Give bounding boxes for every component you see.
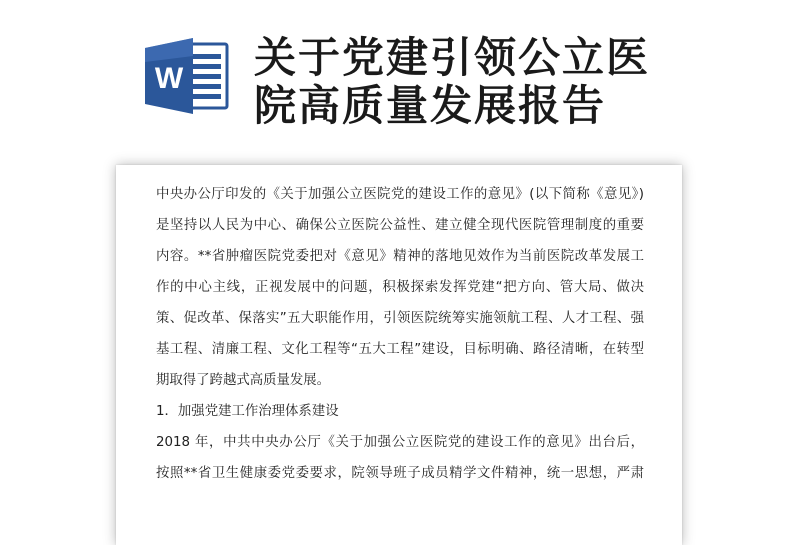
header: [0, 0, 800, 140]
document-line: 期取得了跨越式高质量发展。: [156, 373, 331, 388]
word-document-icon: [143, 36, 231, 116]
word-icon-letter: W: [154, 62, 184, 95]
document-line: 内容。**省肿瘤医院党委把对《意见》精神的落地见效作为当前医院改革发展工: [156, 249, 644, 264]
document-page: [116, 165, 682, 545]
document-line: 中央办公厅印发的《关于加强公立医院党的建设工作的意见》(以下简称《意见》): [156, 187, 644, 202]
title-line-2: 院高质量发展报告: [254, 81, 607, 130]
document-line: 按照**省卫生健康委党委要求，院领导班子成员精学文件精神，统一思想，严肃: [156, 466, 644, 481]
document-line: 是坚持以人民为中心、确保公立医院公益性、建立健全现代医院管理制度的重要: [156, 218, 644, 233]
document-line: 2018 年，中共中央办公厅《关于加强公立医院党的建设工作的意见》出台后，: [156, 435, 644, 450]
document-body: [156, 179, 644, 489]
section-heading: 1．加强党建工作治理体系建设: [156, 404, 339, 419]
document-line: 策、促改革、保落实”五大职能作用，引领医院统筹实施领航工程、人才工程、强: [156, 311, 644, 326]
document-line: 基工程、清廉工程、文化工程等“五大工程”建设，目标明确、路径清晰，在转型: [156, 342, 644, 357]
title-line-1: 关于党建引领公立医: [254, 33, 651, 82]
document-line: 作的中心主线，正视发展中的问题，积极探索发挥党建“把方向、管大局、做决: [156, 280, 644, 295]
page-title: [254, 34, 650, 130]
